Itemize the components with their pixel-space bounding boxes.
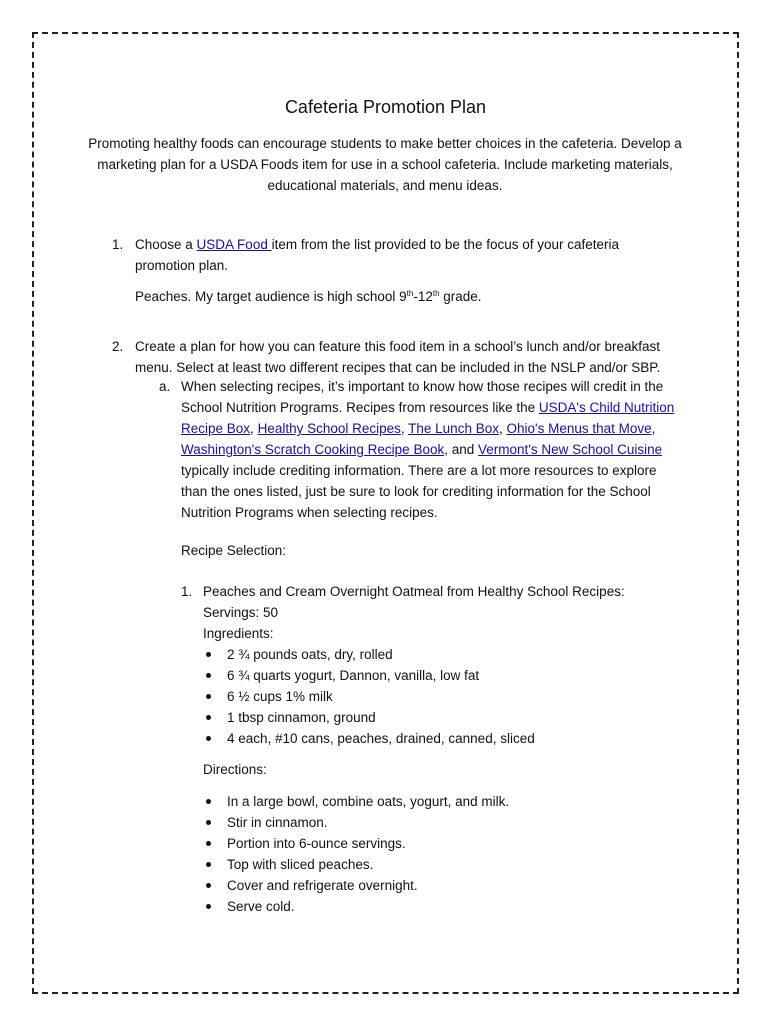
list-item: Portion into 6-ounce servings. (203, 833, 681, 854)
recipe-1-number: 1. (181, 584, 193, 599)
ingredients-list (203, 644, 681, 749)
vermont-school-cuisine-link[interactable]: Vermont's New School Cuisine (478, 442, 663, 457)
directions-label: Directions: (203, 762, 267, 777)
ingredients-label: Ingredients: (203, 626, 274, 641)
step-1-answer: Peaches. My target audience is high school 9th-12th grade. (135, 289, 482, 304)
intro-paragraph (80, 133, 690, 196)
washington-recipe-book-link[interactable]: Washington's Scratch Cooking Recipe Book (181, 442, 445, 457)
list-item: Serve cold. (203, 896, 681, 917)
healthy-school-recipes-link[interactable]: Healthy School Recipes (257, 421, 401, 436)
recipe-selection-label: Recipe Selection: (181, 543, 287, 558)
list-item: 6 ½ cups 1% milk (203, 686, 681, 707)
step-2 (112, 336, 682, 378)
list-item: 4 each, #10 cans, peaches, drained, canned, sliced (203, 728, 681, 749)
directions-list (203, 791, 681, 917)
step-1-instruction: Choose a USDA Food item from the list provided to be the focus of your cafeteria promotion plan. (135, 237, 620, 273)
step-2a-text: When selecting recipes, it’s important to know how those recipes will credit in the School Nutrition Programs. Recipes from resources like the USDA's Child Nutrition Recipe Box, Healthy School Recipes, The Lunch Box, Ohio's Menus that Move, Washington's Scratch Cooking Recipe Book, and Vermont's New School Cuisine typically include crediting information. There are a lot more resources to explore than the ones listed, just be sure to look for crediting information for the School Nutrition Programs when selecting recipes. (181, 379, 675, 520)
step-2-instruction: Create a plan for how you can feature this food item in a school’s lunch and/or breakfast menu. Select at least two different recipes that can be included in the NSLP and/or SBP. (135, 339, 661, 375)
list-item: 2 ¾ pounds oats, dry, rolled (203, 644, 681, 665)
usda-recipe-box-link[interactable]: USDA's Child Nutrition Recipe Box (181, 400, 675, 436)
usda-food-link[interactable]: USDA Food (196, 237, 272, 252)
step-2a (159, 376, 679, 523)
page-title: Cafeteria Promotion Plan (284, 97, 487, 117)
recipe-1-title: Peaches and Cream Overnight Oatmeal from Healthy School Recipes: (203, 584, 625, 599)
recipe-1 (181, 581, 681, 917)
step-1-number: 1. (112, 237, 124, 252)
list-item: Stir in cinnamon. (203, 812, 681, 833)
list-item: 6 ¾ quarts yogurt, Dannon, vanilla, low fat (203, 665, 681, 686)
ohio-menus-link[interactable]: Ohio's Menus that Move (506, 421, 652, 436)
step-1 (112, 234, 682, 307)
lunch-box-link[interactable]: The Lunch Box (408, 421, 499, 436)
recipe-1-servings: Servings: 50 (203, 605, 279, 620)
list-item: Cover and refrigerate overnight. (203, 875, 681, 896)
intro-text: Promoting healthy foods can encourage students to make better choices in the cafeteria. Develop a marketing plan for a USDA Foods item for use in a school cafeteria. Include marketing materials, educational materials, and menu ideas. (88, 136, 682, 193)
step-2a-letter: a. (159, 379, 171, 394)
list-item: Top with sliced peaches. (203, 854, 681, 875)
list-item: In a large bowl, combine oats, yogurt, and milk. (203, 791, 681, 812)
list-item: 1 tbsp cinnamon, ground (203, 707, 681, 728)
step-2-number: 2. (112, 339, 124, 354)
